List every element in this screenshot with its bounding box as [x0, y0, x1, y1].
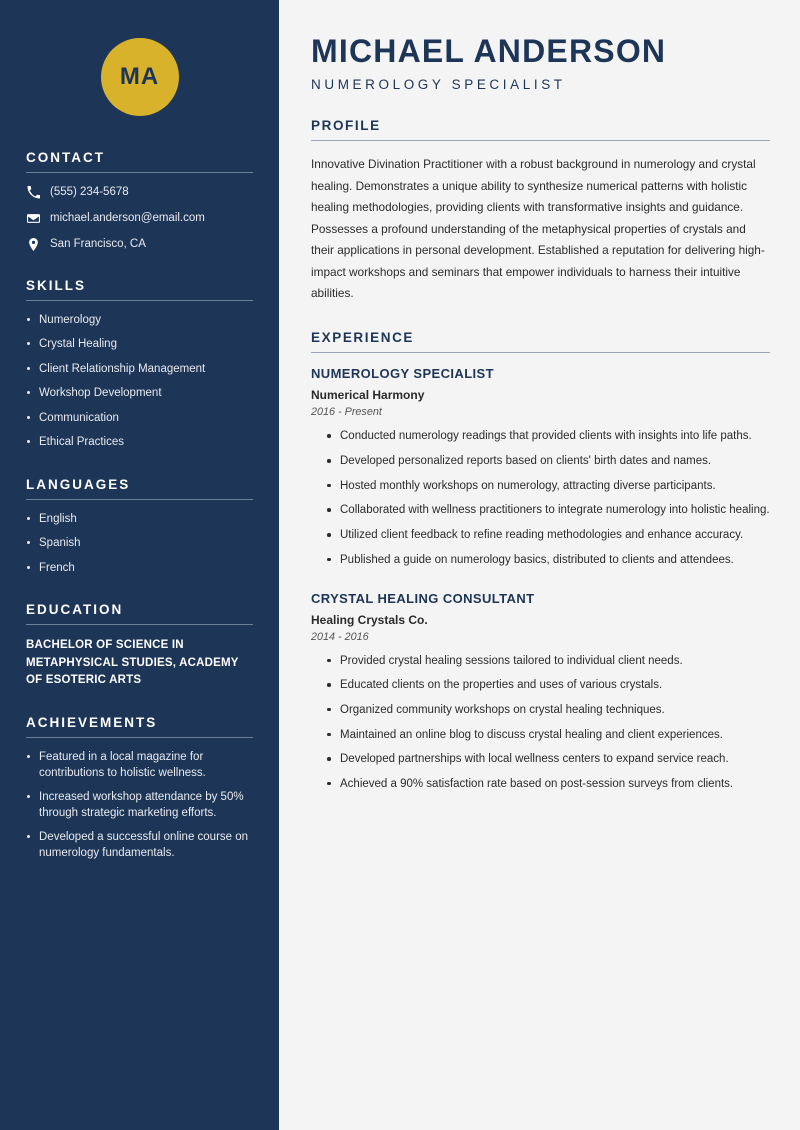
list-item: Developed a successful online course on numerology fundamentals.	[26, 830, 253, 861]
list-item: Crystal Healing	[26, 337, 253, 353]
list-item: Maintained an online blog to discuss crystal healing and client experiences.	[327, 727, 770, 744]
list-item: Client Relationship Management	[26, 362, 253, 378]
contact-section	[26, 150, 253, 252]
list-item: Utilized client feedback to refine reading methodologies and enhance accuracy.	[327, 527, 770, 544]
list-item: Spanish	[26, 536, 253, 552]
list-item: French	[26, 561, 253, 577]
list-item: Collaborated with wellness practitioners to integrate numerology into holistic healing.	[327, 502, 770, 519]
languages-list	[26, 512, 253, 577]
list-item: Provided crystal healing sessions tailored to individual client needs.	[327, 653, 770, 670]
list-item: Featured in a local magazine for contributions to holistic wellness.	[26, 750, 253, 781]
list-item: Educated clients on the properties and uses of various crystals.	[327, 677, 770, 694]
list-item: Developed personalized reports based on clients' birth dates and names.	[327, 453, 770, 470]
contact-section-title: CONTACT	[26, 150, 253, 173]
contact-email-value: michael.anderson@email.com	[50, 211, 205, 224]
contact-phone-value: (555) 234-5678	[50, 186, 129, 198]
avatar: MA	[101, 38, 179, 116]
list-item: Hosted monthly workshops on numerology, attracting diverse participants.	[327, 478, 770, 495]
experience-entry	[311, 366, 770, 568]
sidebar	[0, 0, 279, 1130]
contact-location	[26, 237, 253, 252]
list-item: Organized community workshops on crystal healing techniques.	[327, 702, 770, 719]
list-item: Increased workshop attendance by 50% through strategic marketing efforts.	[26, 790, 253, 821]
skills-list	[26, 313, 253, 451]
job-dates: 2014 - 2016	[311, 630, 369, 643]
location-pin-icon	[26, 238, 40, 251]
list-item: Workshop Development	[26, 386, 253, 402]
avatar-container	[26, 0, 253, 150]
list-item: Published a guide on numerology basics, distributed to clients and attendees.	[327, 552, 770, 569]
job-role: CRYSTAL HEALING CONSULTANT	[311, 590, 535, 606]
contact-location-value: San Francisco, CA	[50, 237, 146, 250]
email-icon	[26, 212, 40, 225]
list-item: English	[26, 512, 253, 528]
job-company: Numerical Harmony	[311, 388, 425, 403]
education-section-title: EDUCATION	[26, 602, 253, 625]
contact-phone	[26, 185, 253, 200]
experience-entry	[311, 591, 770, 793]
languages-section	[26, 477, 253, 577]
education-section	[26, 602, 253, 689]
achievements-list	[26, 750, 253, 861]
list-item: Developed partnerships with local wellness centers to expand service reach.	[327, 751, 770, 768]
list-item: Ethical Practices	[26, 435, 253, 451]
profile-section-title: PROFILE	[311, 118, 770, 141]
job-role: NUMEROLOGY SPECIALIST	[311, 366, 494, 382]
job-company: Healing Crystals Co.	[311, 612, 428, 627]
skills-section-title: SKILLS	[26, 278, 253, 301]
phone-icon	[26, 186, 40, 199]
job-bullet-list	[311, 653, 770, 793]
page-title: MICHAEL ANDERSON	[311, 33, 667, 69]
profile-text: Innovative Divination Practitioner with a robust background in numerology and crystal healing. Demonstrates a unique ability to synthesize numerical patterns with holistic healing methodologies, providing clients with transformative insights and guidance. Possesses a profound understanding of the metaphysical properties of crystals and their applications in personal development. Established a reputation for delivering high-impact workshops and seminars that empower individuals to harness their intuitive abilities.	[311, 157, 765, 300]
profile-section	[311, 118, 770, 304]
skills-section	[26, 278, 253, 451]
main-content	[279, 0, 800, 1130]
education-degree: BACHELOR OF SCIENCE IN METAPHYSICAL STUDIES, ACADEMY OF ESOTERIC ARTS	[26, 639, 239, 686]
achievements-section-title: ACHIEVEMENTS	[26, 715, 253, 738]
achievements-section	[26, 715, 253, 861]
job-title-subheading: NUMEROLOGY SPECIALIST	[311, 77, 566, 93]
experience-section	[311, 330, 770, 792]
list-item: Achieved a 90% satisfaction rate based on post-session surveys from clients.	[327, 776, 770, 793]
contact-email	[26, 211, 253, 226]
job-bullet-list	[311, 428, 770, 568]
list-item: Communication	[26, 411, 253, 427]
list-item: Conducted numerology readings that provided clients with insights into life paths.	[327, 428, 770, 445]
languages-section-title: LANGUAGES	[26, 477, 253, 500]
list-item: Numerology	[26, 313, 253, 329]
job-dates: 2016 - Present	[311, 406, 382, 419]
experience-section-title: EXPERIENCE	[311, 330, 770, 353]
